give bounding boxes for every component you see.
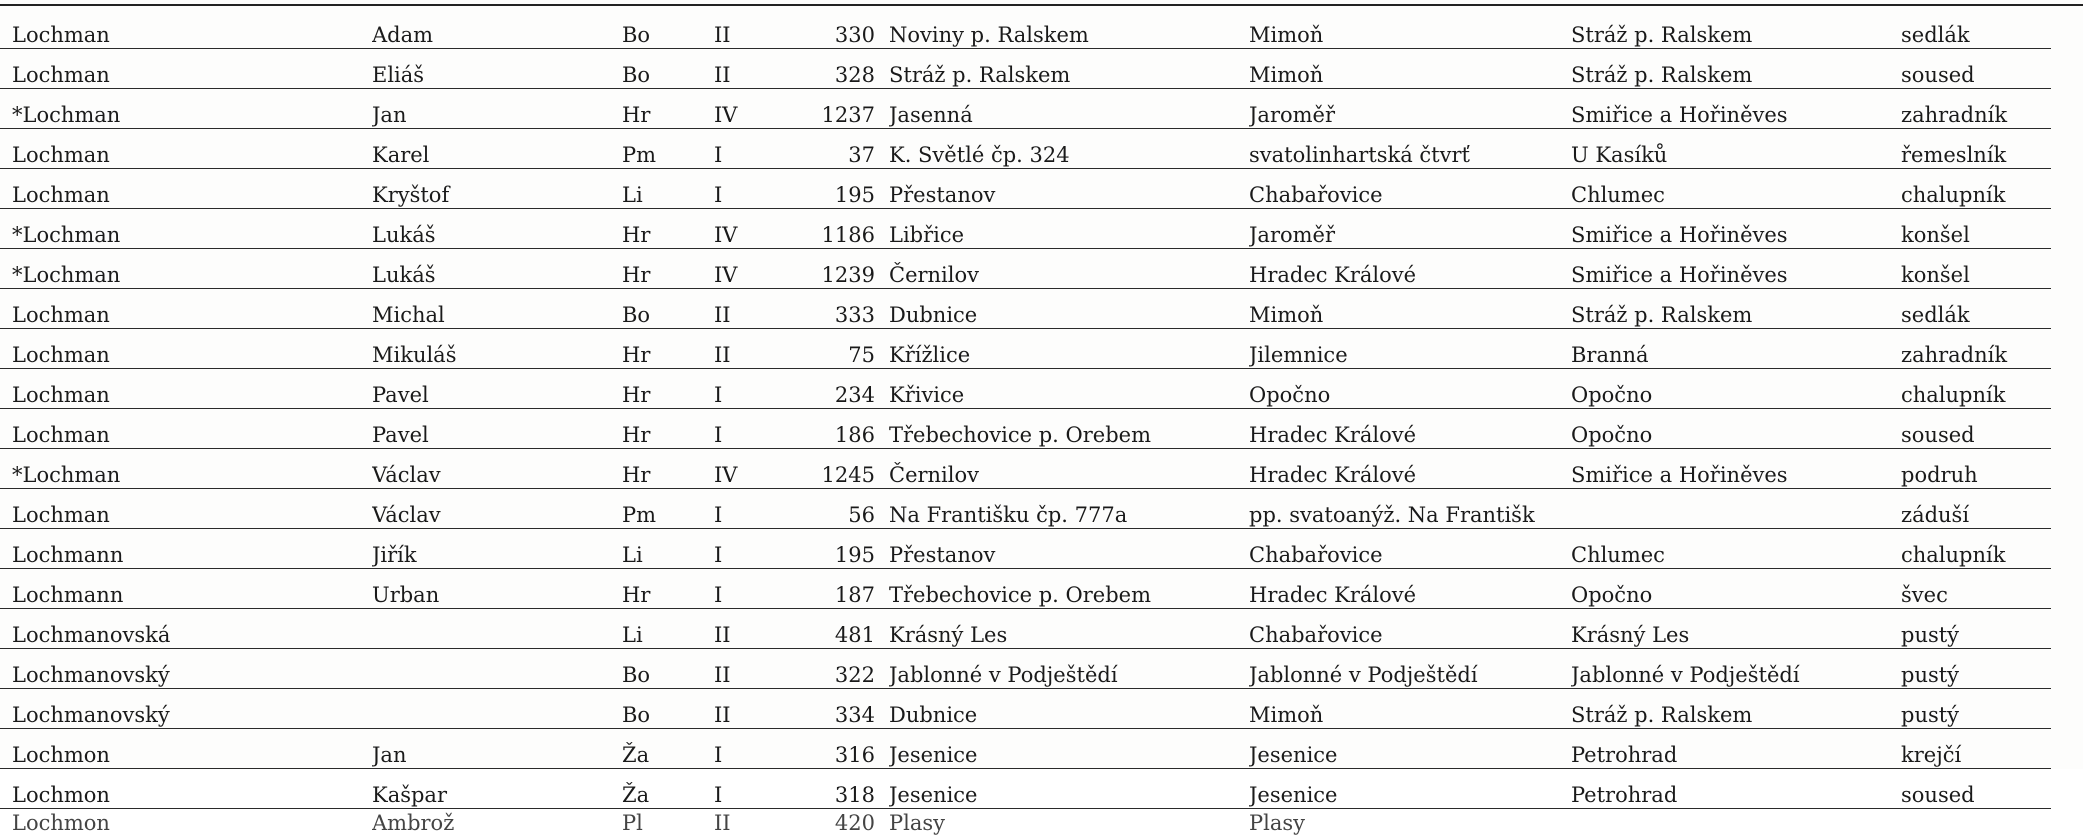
estate-cell: Smiřice a Hořiněves [1571,449,1901,489]
village-cell: Stráž p. Ralskem [889,49,1249,89]
status-cell: zahradník [1901,89,2051,129]
surname-cell: Lochmanovská [0,609,372,649]
village-cell: Libřice [889,209,1249,249]
surname-cell: *Lochman [0,449,372,489]
village-cell: Křížlice [889,329,1249,369]
status-cell: záduší [1901,489,2051,529]
page-cell: 75 [784,329,889,369]
region-cell: Pm [622,489,714,529]
estate-cell: U Kasíků [1571,129,1901,169]
estate-cell: Smiřice a Hořiněves [1571,249,1901,289]
given-name-cell: Ambrož [372,809,622,837]
page-cell: 1237 [784,89,889,129]
page-cell: 187 [784,569,889,609]
estate-cell: Smiřice a Hořiněves [1571,209,1901,249]
page-cell: 334 [784,689,889,729]
estate-cell: Stráž p. Ralskem [1571,49,1901,89]
status-cell: pustý [1901,689,2051,729]
table-row [0,689,2051,729]
status-cell: zahradník [1901,329,2051,369]
volume-cell: II [714,809,784,837]
parish-cell: Jilemnice [1249,329,1571,369]
given-name-cell [372,689,622,729]
surname-cell: Lochman [0,129,372,169]
status-cell: sedlák [1901,9,2051,49]
register-body [0,9,2051,837]
parish-cell: Jaroměř [1249,209,1571,249]
volume-cell: I [714,529,784,569]
parish-cell: Hradec Králové [1249,449,1571,489]
region-cell: Bo [622,49,714,89]
status-cell: řemeslník [1901,129,2051,169]
region-cell: Li [622,169,714,209]
page-cell: 1239 [784,249,889,289]
parish-cell: Jaroměř [1249,89,1571,129]
parish-cell: Plasy [1249,809,1571,837]
page-cell: 330 [784,9,889,49]
parish-cell: Chabařovice [1249,169,1571,209]
given-name-cell: Pavel [372,369,622,409]
status-cell: pustý [1901,649,2051,689]
table-row [0,289,2051,329]
village-cell: Plasy [889,809,1249,837]
table-row [0,209,2051,249]
parish-cell: Hradec Králové [1249,409,1571,449]
estate-cell: Krásný Les [1571,609,1901,649]
status-cell: soused [1901,769,2051,809]
status-cell: chalupník [1901,369,2051,409]
page-cell: 316 [784,729,889,769]
region-cell: Pl [622,809,714,837]
volume-cell: IV [714,89,784,129]
table-row [0,489,2051,529]
status-cell: pustý [1901,609,2051,649]
village-cell: Přestanov [889,529,1249,569]
region-cell: Bo [622,649,714,689]
surname-cell: Lochmann [0,569,372,609]
volume-cell: I [714,129,784,169]
given-name-cell: Pavel [372,409,622,449]
surname-cell: Lochman [0,409,372,449]
top-rule [0,4,2083,6]
volume-cell: II [714,609,784,649]
volume-cell: II [714,689,784,729]
parish-cell: Chabařovice [1249,529,1571,569]
parish-cell: Chabařovice [1249,609,1571,649]
estate-cell [1571,489,1901,529]
given-name-cell: Urban [372,569,622,609]
page-cell: 322 [784,649,889,689]
given-name-cell: Michal [372,289,622,329]
page-cell: 1186 [784,209,889,249]
estate-cell: Smiřice a Hořiněves [1571,89,1901,129]
table-row [0,129,2051,169]
surname-cell: Lochman [0,49,372,89]
given-name-cell: Jiřík [372,529,622,569]
region-cell: Hr [622,249,714,289]
village-cell: K. Světlé čp. 324 [889,129,1249,169]
table-row-partial [0,809,2051,837]
region-cell: Bo [622,9,714,49]
region-cell: Li [622,529,714,569]
village-cell: Na Františku čp. 777a [889,489,1249,529]
estate-cell: Opočno [1571,369,1901,409]
region-cell: Ža [622,769,714,809]
given-name-cell: Adam [372,9,622,49]
page-cell: 328 [784,49,889,89]
status-cell: krejčí [1901,729,2051,769]
village-cell: Krásný Les [889,609,1249,649]
parish-cell: Mimoň [1249,289,1571,329]
village-cell: Jasenná [889,89,1249,129]
given-name-cell [372,649,622,689]
surname-cell: Lochman [0,169,372,209]
surname-cell: Lochmon [0,769,372,809]
table-row [0,649,2051,689]
estate-cell: Petrohrad [1571,769,1901,809]
table-row [0,329,2051,369]
village-cell: Dubnice [889,289,1249,329]
given-name-cell: Jan [372,89,622,129]
given-name-cell: Lukáš [372,209,622,249]
page-cell: 333 [784,289,889,329]
village-cell: Křivice [889,369,1249,409]
surname-cell: Lochmann [0,529,372,569]
table-row [0,249,2051,289]
volume-cell: I [714,409,784,449]
surname-cell: Lochmon [0,809,372,837]
village-cell: Dubnice [889,689,1249,729]
surname-cell: *Lochman [0,249,372,289]
table-row [0,449,2051,489]
region-cell: Hr [622,409,714,449]
surname-cell: *Lochman [0,209,372,249]
table-row [0,369,2051,409]
volume-cell: IV [714,249,784,289]
region-cell: Hr [622,209,714,249]
estate-cell: Jablonné v Podještědí [1571,649,1901,689]
page-cell: 481 [784,609,889,649]
table-row [0,49,2051,89]
parish-cell: Mimoň [1249,49,1571,89]
region-cell: Hr [622,369,714,409]
surname-cell: Lochmanovský [0,649,372,689]
page-cell: 420 [784,809,889,837]
estate-cell: Branná [1571,329,1901,369]
estate-cell: Chlumec [1571,169,1901,209]
estate-cell: Chlumec [1571,529,1901,569]
parish-cell: svatolinhartská čtvrť [1249,129,1571,169]
volume-cell: IV [714,209,784,249]
village-cell: Jablonné v Podještědí [889,649,1249,689]
given-name-cell: Lukáš [372,249,622,289]
region-cell: Bo [622,689,714,729]
table-row [0,89,2051,129]
register-table [0,9,2051,837]
region-cell: Hr [622,89,714,129]
region-cell: Pm [622,129,714,169]
status-cell: švec [1901,569,2051,609]
status-cell [1901,809,2051,837]
village-cell: Černilov [889,249,1249,289]
surname-cell: Lochman [0,289,372,329]
parish-cell: Hradec Králové [1249,569,1571,609]
surname-cell: Lochman [0,9,372,49]
given-name-cell: Václav [372,489,622,529]
region-cell: Hr [622,329,714,369]
parish-cell: Mimoň [1249,9,1571,49]
parish-cell: Jesenice [1249,729,1571,769]
village-cell: Jesenice [889,729,1249,769]
table-row [0,169,2051,209]
village-cell: Třebechovice p. Orebem [889,569,1249,609]
table-row [0,409,2051,449]
parish-cell: Hradec Králové [1249,249,1571,289]
surname-cell: *Lochman [0,89,372,129]
volume-cell: I [714,489,784,529]
status-cell: soused [1901,49,2051,89]
volume-cell: I [714,769,784,809]
table-row [0,529,2051,569]
surname-cell: Lochman [0,329,372,369]
village-cell: Noviny p. Ralskem [889,9,1249,49]
page-cell: 186 [784,409,889,449]
given-name-cell: Eliáš [372,49,622,89]
page-cell: 234 [784,369,889,409]
volume-cell: II [714,9,784,49]
status-cell: konšel [1901,209,2051,249]
table-row [0,769,2051,809]
estate-cell: Stráž p. Ralskem [1571,9,1901,49]
given-name-cell: Kryštof [372,169,622,209]
estate-cell: Opočno [1571,569,1901,609]
status-cell: sedlák [1901,289,2051,329]
estate-cell: Stráž p. Ralskem [1571,289,1901,329]
village-cell: Jesenice [889,769,1249,809]
volume-cell: II [714,649,784,689]
region-cell: Hr [622,449,714,489]
table-row [0,609,2051,649]
village-cell: Přestanov [889,169,1249,209]
estate-cell: Stráž p. Ralskem [1571,689,1901,729]
surname-cell: Lochman [0,369,372,409]
status-cell: chalupník [1901,529,2051,569]
surname-cell: Lochmanovský [0,689,372,729]
parish-cell: Jablonné v Podještědí [1249,649,1571,689]
surname-cell: Lochman [0,489,372,529]
page-cell: 318 [784,769,889,809]
volume-cell: I [714,169,784,209]
estate-cell: Opočno [1571,409,1901,449]
parish-cell: Opočno [1249,369,1571,409]
page-cell: 56 [784,489,889,529]
village-cell: Černilov [889,449,1249,489]
given-name-cell: Jan [372,729,622,769]
volume-cell: I [714,729,784,769]
given-name-cell: Mikuláš [372,329,622,369]
region-cell: Bo [622,289,714,329]
region-cell: Ža [622,729,714,769]
status-cell: soused [1901,409,2051,449]
region-cell: Li [622,609,714,649]
estate-cell [1571,809,1901,837]
table-row [0,9,2051,49]
volume-cell: II [714,49,784,89]
table-row [0,569,2051,609]
volume-cell: II [714,329,784,369]
page-cell: 195 [784,529,889,569]
status-cell: podruh [1901,449,2051,489]
estate-cell: Petrohrad [1571,729,1901,769]
surname-cell: Lochmon [0,729,372,769]
volume-cell: IV [714,449,784,489]
parish-cell: Jesenice [1249,769,1571,809]
volume-cell: I [714,369,784,409]
given-name-cell: Karel [372,129,622,169]
status-cell: chalupník [1901,169,2051,209]
volume-cell: I [714,569,784,609]
given-name-cell: Kašpar [372,769,622,809]
region-cell: Hr [622,569,714,609]
page-cell: 1245 [784,449,889,489]
village-cell: Třebechovice p. Orebem [889,409,1249,449]
parish-cell: pp. svatoanýž. Na Františk [1249,489,1571,529]
given-name-cell [372,609,622,649]
page-cell: 195 [784,169,889,209]
table-row [0,729,2051,769]
status-cell: konšel [1901,249,2051,289]
volume-cell: II [714,289,784,329]
parish-cell: Mimoň [1249,689,1571,729]
page-cell: 37 [784,129,889,169]
given-name-cell: Václav [372,449,622,489]
